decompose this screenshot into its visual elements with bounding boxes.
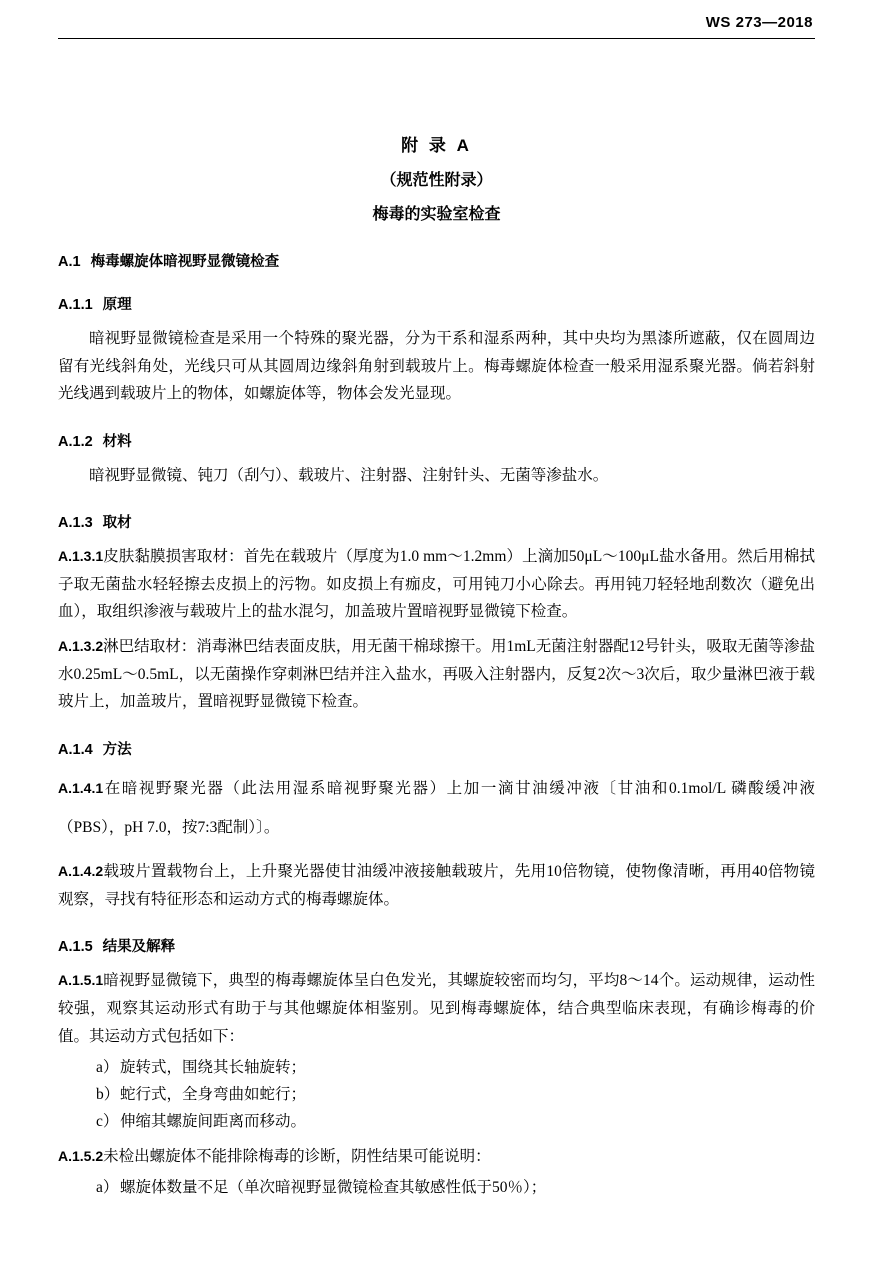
- paragraph-a1-1: 暗视野显微镜检查是采用一个特殊的聚光器，分为干系和湿系两种，其中央均为黑漆所遮蔽，仅在圆周边留有光线斜角处，光线只可从其圆周边缘斜角射到载玻片上。梅毒螺旋体检查一般采用湿系聚光器。倘若斜射光线遇到载玻片上的物体，如螺旋体等，物体会发光显现。: [58, 330, 815, 403]
- list-a1-5-1: [58, 1054, 815, 1135]
- clause-text-a1-4-1: 在暗视野聚光器（此法用湿系暗视野聚光器）上加一滴甘油缓冲液〔甘油和0.1mol/L 磷酸缓冲液（PBS），pH 7.0，按7:3配制）〕。: [58, 779, 815, 836]
- section-heading-a1: [58, 250, 815, 271]
- list-text: 旋转式，围绕其长轴旋转；: [120, 1059, 307, 1077]
- paragraph-a1-5-1: [58, 967, 815, 1050]
- clause-number-a1-5-1: A.1.5.1: [58, 972, 104, 989]
- clause-number-a1-3-1: A.1.3.1: [58, 548, 104, 565]
- list-item: [58, 1081, 815, 1108]
- clause-text-a1-3-1: 皮肤黏膜损害取材：首先在载玻片（厚度为1.0 mm～1.2mm）上滴加50μL～100μL盐水备用。然后用棉拭子取无菌盐水轻轻擦去皮损上的污物。如皮损上有痂皮，可用钝刀小心除去。再用钝刀轻轻地刮数次（避免出血），取组织渗液与载玻片上的盐水混匀，加盖玻片置暗视野显微镜下检查。: [58, 548, 815, 621]
- section-number-a1-2: A.1.2: [58, 433, 93, 450]
- annex-type: （规范性附录）: [380, 172, 493, 189]
- section-number-a1: A.1: [58, 254, 81, 270]
- section-number-a1-5: A.1.5: [58, 939, 93, 956]
- clause-number-a1-5-2: A.1.5.2: [58, 1147, 104, 1164]
- section-number-a1-3: A.1.3: [58, 515, 93, 532]
- paragraph-a1-2: 暗视野显微镜、钝刀（刮勺）、载玻片、注射器、注射针头、无菌等渗盐水。: [89, 466, 609, 484]
- list-marker: c）: [96, 1113, 119, 1131]
- list-text: 蛇行式，全身弯曲如蛇行；: [120, 1086, 307, 1104]
- section-title-a1-1: 原理: [102, 297, 132, 313]
- annex-label: 附 录 A: [401, 136, 472, 155]
- section-number-a1-1: A.1.1: [58, 297, 93, 313]
- list-text: 伸缩其螺旋间距离而移动。: [120, 1113, 307, 1131]
- clause-number-a1-3-2: A.1.3.2: [58, 638, 104, 655]
- paragraph-a1-4-2: [58, 858, 815, 913]
- annex-heading: 梅毒的实验室检查: [372, 206, 501, 223]
- paragraph-a1-3-1: [58, 543, 815, 626]
- list-marker: a）: [96, 1179, 119, 1197]
- section-heading-a1-5: [58, 935, 815, 956]
- clause-text-a1-5-2: 未检出螺旋体不能排除梅毒的诊断，阴性结果可能说明：: [103, 1147, 491, 1165]
- list-marker: a）: [96, 1059, 119, 1077]
- list-text: 螺旋体数量不足（单次暗视野显微镜检查其敏感性低于50％）；: [120, 1179, 547, 1197]
- section-heading-a1-2: [58, 430, 815, 451]
- standard-code: WS 273—2018: [705, 14, 813, 31]
- paragraph-a1-5-2: [58, 1143, 815, 1171]
- section-heading-a1-3: [58, 511, 815, 532]
- section-title-a1-2: 材料: [102, 433, 132, 450]
- clause-text-a1-5-1: 暗视野显微镜下，典型的梅毒螺旋体呈白色发光，其螺旋较密而均匀，平均8～14个。运动规律，运动性较强，观察其运动形式有助于与其他螺旋体相鉴别。见到梅毒螺旋体，结合典型临床表现，有确诊梅毒的价值。其运动方式包括如下：: [58, 972, 815, 1045]
- section-heading-a1-1: [58, 293, 815, 314]
- clause-number-a1-4-2: A.1.4.2: [58, 863, 104, 880]
- paragraph-a1-3-2: [58, 633, 815, 716]
- list-marker: b）: [96, 1086, 120, 1104]
- annex-title-block: [58, 131, 815, 224]
- clause-text-a1-4-2: 载玻片置载物台上，上升聚光器使甘油缓冲液接触载玻片，先用10倍物镜，使物像清晰，再用40倍物镜观察，寻找有特征形态和运动方式的梅毒螺旋体。: [58, 863, 815, 908]
- section-title-a1-4: 方法: [102, 741, 132, 758]
- section-title-a1-5: 结果及解释: [102, 939, 176, 956]
- list-item: [58, 1108, 815, 1135]
- section-heading-a1-4: [58, 738, 815, 759]
- header-divider: [58, 38, 815, 39]
- paragraph-a1-4-1: [58, 770, 815, 848]
- section-title-a1-3: 取材: [102, 515, 132, 532]
- list-a1-5-2: [58, 1174, 815, 1201]
- section-number-a1-4: A.1.4: [58, 741, 93, 758]
- clause-number-a1-4-1: A.1.4.1: [58, 779, 104, 796]
- clause-text-a1-3-2: 淋巴结取材：消毒淋巴结表面皮肤，用无菌干棉球擦干。用1mL无菌注射器配12号针头，吸取无菌等渗盐水0.25mL～0.5mL，以无菌操作穿刺淋巴结并注入盐水，再吸入注射器内，反复2次～3次后，取少量淋巴液于载玻片上，加盖玻片，置暗视野显微镜下检查。: [58, 638, 815, 711]
- section-title-a1: 梅毒螺旋体暗视野显微镜检查: [90, 254, 280, 270]
- list-item: [58, 1174, 815, 1201]
- list-item: [58, 1054, 815, 1081]
- page-header: [58, 0, 815, 31]
